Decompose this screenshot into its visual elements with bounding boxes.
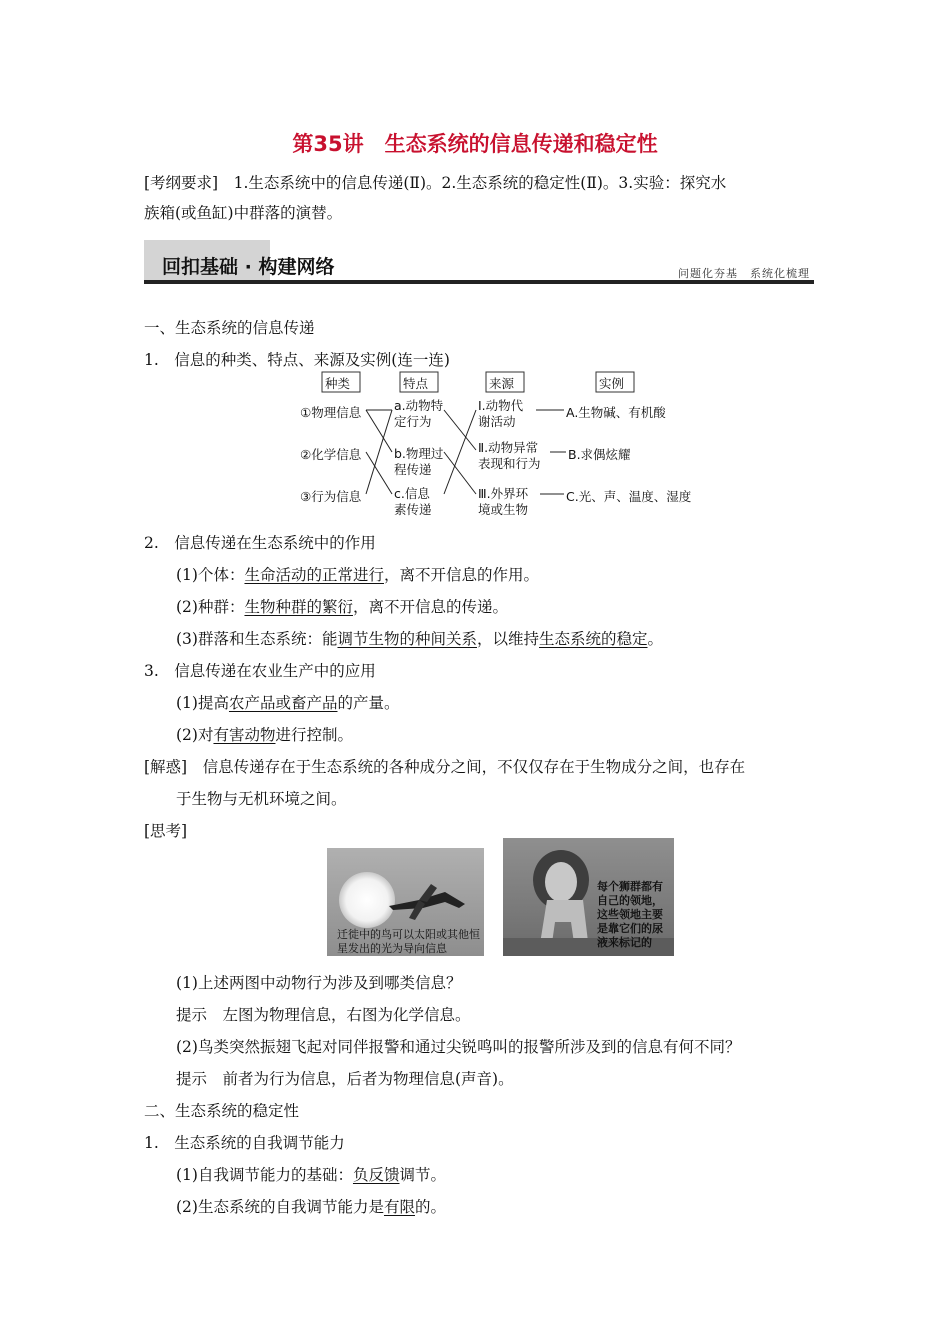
item-1-2-1: (1)个体：生命活动的正常进行，离不开信息的作用。 [176,566,539,584]
answer-1: 提示 左图为物理信息，右图为化学信息。 [176,1006,471,1024]
item-2-1-1: (1)自我调节能力的基础：负反馈调节。 [176,1166,446,1184]
source-3-2: 境或生物 [478,502,529,517]
type-physical: ①物理信息 [300,405,362,420]
requirements-line-2: 族箱(或鱼缸)中群落的演替。 [144,204,343,222]
item-1-2: 2. 信息传递在生态系统中的作用 [144,534,376,552]
header-type: 种类 [325,376,351,391]
example-a: A.生物碱、有机酸 [566,405,666,420]
page-title: 第35讲 生态系统的信息传递和稳定性 [292,132,658,156]
item-1-2-3: (3)群落和生态系统：能调节生物的种间关系，以维持生态系统的稳定。 [176,630,664,648]
feature-b-2: 程传递 [394,462,432,477]
item-1-1: 1. 信息的种类、特点、来源及实例(连一连) [144,351,450,369]
source-1-1: Ⅰ.动物代 [478,398,524,413]
banner-title: 回扣基础 · 构建网络 [162,256,335,278]
item-2-1-2: (2)生态系统的自我调节能力是有限的。 [176,1198,446,1216]
section-1-heading: 一、生态系统的信息传递 [144,319,315,337]
item-1-3-2: (2)对有害动物进行控制。 [176,726,353,744]
header-example: 实例 [599,376,625,391]
example-c: C.光、声、温度、湿度 [566,489,692,504]
source-2-1: Ⅱ.动物异常 [478,440,539,455]
feature-a-2: 定行为 [394,414,432,429]
lion-image-caption: 每个狮群都有自己的领地，这些领地主要是靠它们的尿液来标记的 [597,880,663,949]
header-feature: 特点 [403,376,429,391]
section-2-heading: 二、生态系统的稳定性 [144,1102,300,1120]
section-banner [144,240,814,284]
type-chemical: ②化学信息 [300,447,362,462]
question-1: (1)上述两图中动物行为涉及到哪类信息？ [176,974,462,992]
info-matching-diagram [296,368,696,520]
source-1-2: 谢活动 [478,414,516,429]
example-b: B.求偶炫耀 [568,447,631,462]
question-2: (2)鸟类突然振翅飞起对同伴报警和通过尖锐鸣叫的报警所涉及到的信息有何不同？ [176,1038,741,1056]
banner-subtitle: 问题化夯基 系统化梳理 [678,267,810,280]
sikao-label: [思考] [144,822,188,840]
source-3-1: Ⅲ.外界环 [478,486,529,501]
item-1-3-1: (1)提高农产品或畜产品的产量。 [176,694,400,712]
feature-c-2: 素传递 [394,502,432,517]
feature-b-1: b.物理过 [394,446,444,461]
item-1-3: 3. 信息传递在农业生产中的应用 [144,662,376,680]
feature-c-1: c.信息 [394,486,430,501]
feature-a-1: a.动物特 [394,398,444,413]
answer-2: 提示 前者为行为信息，后者为物理信息(声音)。 [176,1070,514,1088]
requirements-line-1: [考纲要求] 1.生态系统中的信息传递(Ⅱ)。2.生态系统的稳定性(Ⅱ)。3.实验：探究水 [144,174,727,192]
bird-image-caption: 迁徙中的鸟可以太阳或其他恒星发出的光为导向信息 [337,928,480,955]
lion-image [503,838,674,956]
header-source: 来源 [489,376,515,391]
jiehuo-line-1: [解惑] 信息传递存在于生态系统的各种成分之间，不仅仅存在于生物成分之间，也存在 [144,758,746,776]
jiehuo-line-2: 于生物与无机环境之间。 [176,790,347,808]
item-2-1: 1. 生态系统的自我调节能力 [144,1134,345,1152]
source-2-2: 表现和行为 [478,456,541,471]
type-behavior: ③行为信息 [300,489,362,504]
bird-image [327,848,484,956]
item-1-2-2: (2)种群：生物种群的繁衍，离不开信息的传递。 [176,598,508,616]
